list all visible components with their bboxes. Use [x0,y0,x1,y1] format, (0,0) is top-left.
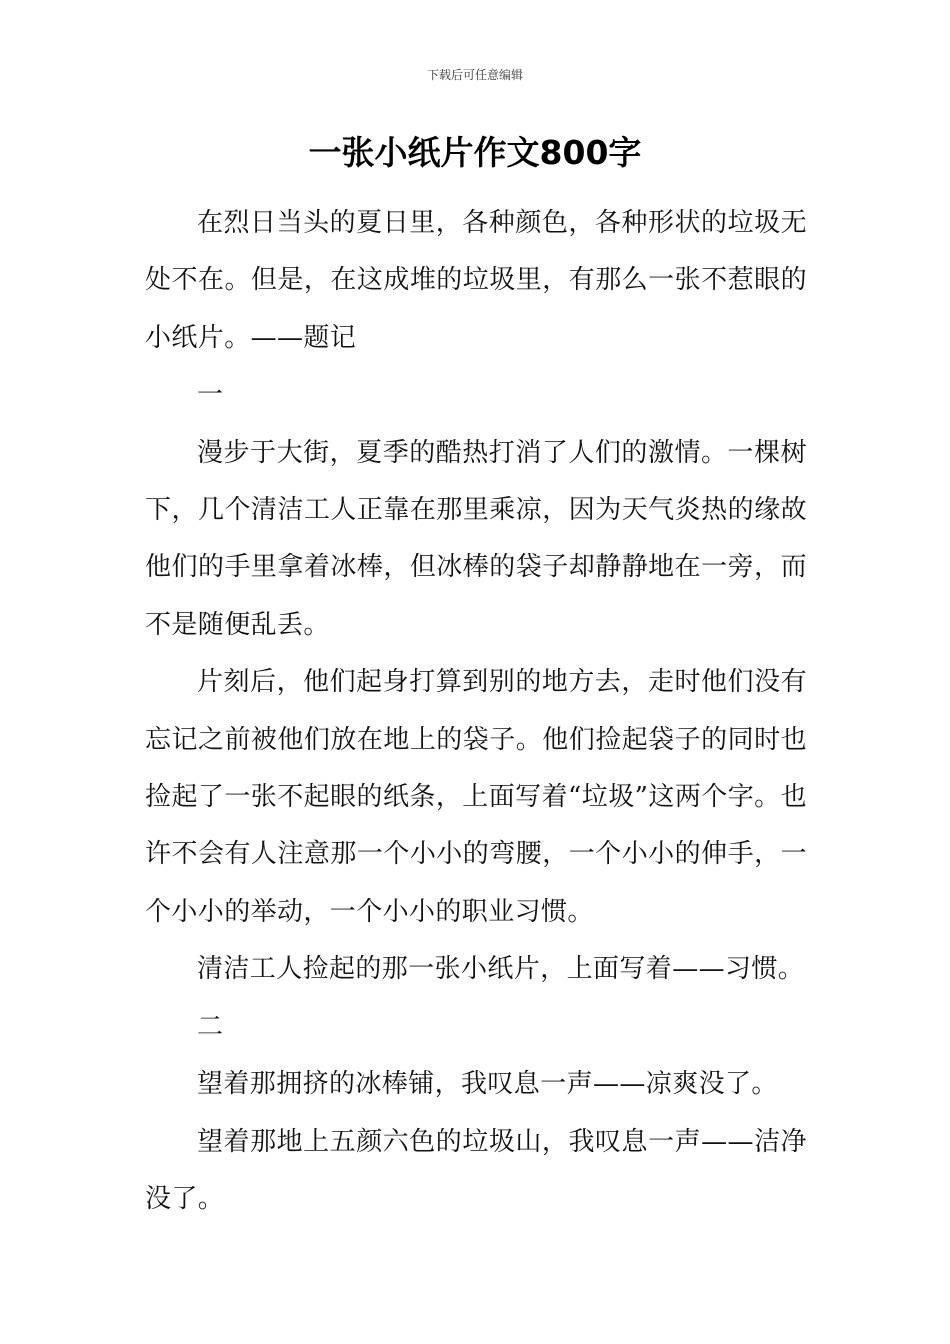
section-heading-one: 一 [197,380,224,411]
page-header-note: 下载后可任意编辑 [426,68,523,82]
document-body [145,195,807,1228]
paragraph: 望着那拥挤的冰棒铺，我叹息一声——凉爽没了。 [197,1069,778,1100]
paragraph-intro: 在烈日当头的夏日里，各种颜色，各种形状的垃圾无处不在。但是，在这成堆的垃圾里，有那么一张不惹眼的小纸片。——题记 [145,208,807,353]
paragraph: 清洁工人捡起的那一张小纸片，上面写着——习惯。 [197,954,805,985]
paragraph: 望着那地上五颜六色的垃圾山，我叹息一声——洁净没了。 [145,1126,807,1214]
document-title: 一张小纸片作文800字 [308,133,642,172]
section-heading-two: 二 [197,1011,224,1042]
paragraph: 片刻后，他们起身打算到别的地方去，走时他们没有忘记之前被他们放在地上的袋子。他们捡起袋子的同时也捡起了一张不起眼的纸条，上面写着“垃圾”这两个字。也许不会有人注意那一个小小的弯腰，一个小小的伸手，一个小小的举动，一个小小的职业习惯。 [145,667,807,927]
paragraph: 漫步于大街，夏季的酷热打消了人们的激情。一棵树下，几个清洁工人正靠在那里乘凉，因为天气炎热的缘故他们的手里拿着冰棒，但冰棒的袋子却静静地在一旁，而不是随便乱丢。 [145,437,807,640]
